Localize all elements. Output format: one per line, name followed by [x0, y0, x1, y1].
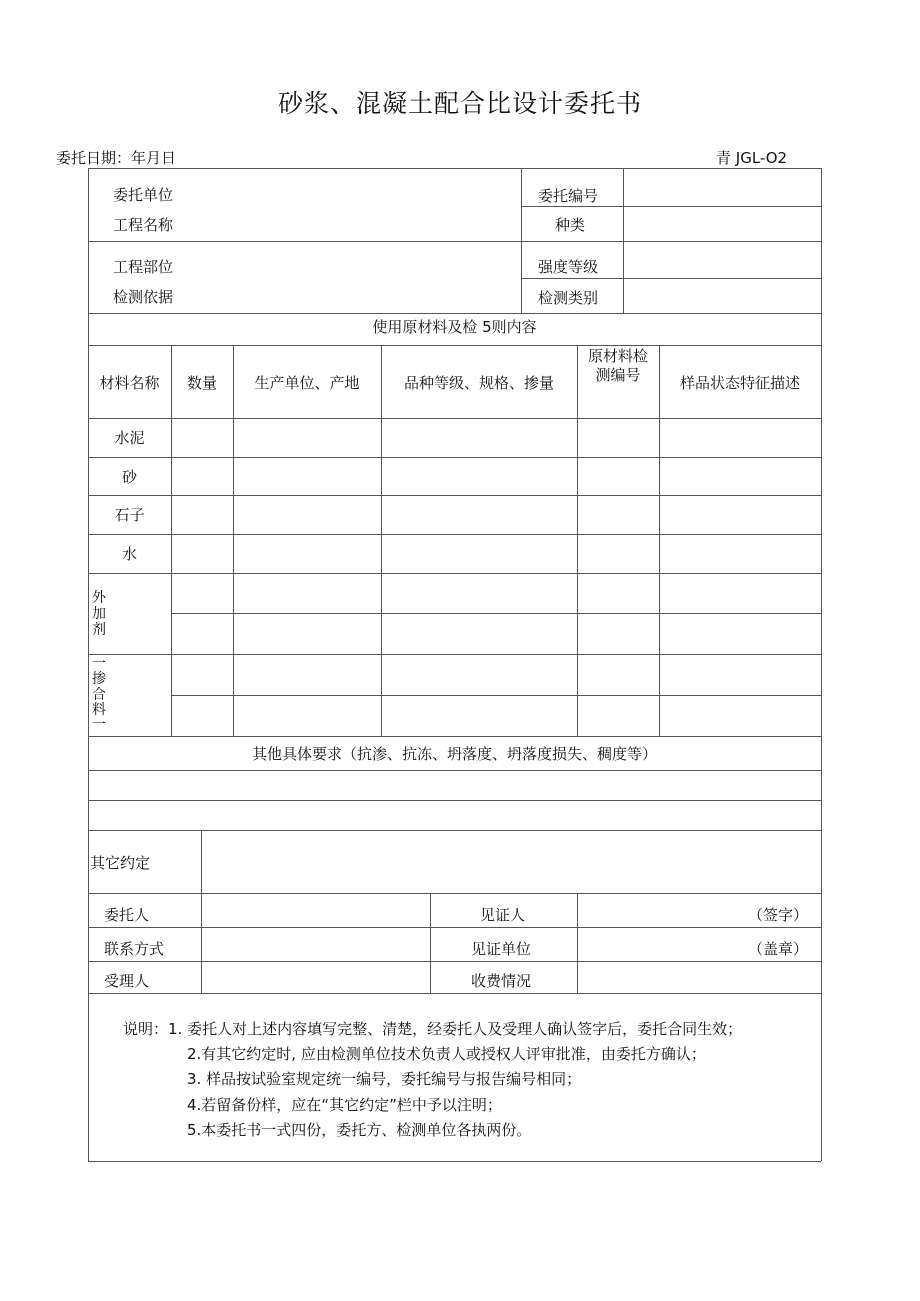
admixture-char: 加 — [92, 606, 106, 622]
project-part-label: 工程部位 — [113, 258, 174, 276]
addition-char: 一 — [92, 656, 106, 672]
receiver-label: 受理人 — [104, 972, 150, 990]
row-line — [88, 418, 821, 419]
addition-char: 料 — [92, 702, 106, 718]
header-test-no-line2: 测编号 — [595, 366, 641, 384]
test-type-label: 检测类别 — [538, 289, 599, 307]
row-line — [88, 345, 821, 346]
col-line — [381, 345, 382, 736]
project-name-label: 工程名称 — [113, 216, 174, 234]
row-line — [88, 1161, 821, 1162]
outer-right-border — [821, 168, 822, 1161]
row-line — [88, 573, 821, 574]
client-unit-label: 委托单位 — [113, 186, 174, 204]
header-quantity: 数量 — [186, 374, 217, 392]
note-line: 3. 样品按试验室规定统一编号，委托编号与报告编号相同； — [187, 1070, 582, 1088]
page-title: 砂浆、混凝土配合比设计委托书 — [277, 89, 642, 118]
col-line — [659, 345, 660, 736]
signature-hint: （签字） — [748, 906, 809, 924]
col-line — [521, 168, 522, 313]
contact-label: 联系方式 — [104, 940, 165, 958]
outer-left-border — [88, 168, 89, 1161]
col-line — [201, 830, 202, 993]
row-line — [88, 770, 821, 771]
header-grade: 品种等级、规格、掺量 — [403, 374, 554, 392]
commission-date: 委托日期：年月日 — [56, 149, 177, 167]
row-line — [88, 961, 821, 962]
material-stone: 石子 — [114, 506, 145, 524]
col-line — [623, 168, 624, 313]
material-water: 水 — [121, 545, 137, 563]
col-line — [233, 345, 234, 736]
row-line — [521, 206, 821, 207]
addition-char: 合 — [92, 687, 106, 703]
material-cement: 水泥 — [114, 429, 145, 447]
admixture-char: 剂 — [92, 622, 106, 638]
witness-unit-label: 见证单位 — [471, 940, 532, 958]
header-test-no-line1: 原材料检 — [587, 347, 648, 365]
row-line — [521, 278, 821, 279]
row-line — [88, 168, 821, 169]
row-line — [171, 695, 821, 696]
fee-label: 收费情况 — [471, 972, 532, 990]
material-sand: 砂 — [121, 468, 137, 486]
header-producer: 生产单位、产地 — [254, 374, 360, 392]
addition-char: 一 — [92, 717, 106, 733]
witness-label: 见证人 — [480, 906, 526, 924]
row-line — [88, 495, 821, 496]
col-line — [430, 893, 431, 993]
row-line — [88, 241, 821, 242]
addition-char: 掺 — [92, 671, 106, 687]
note-line: 5.本委托书一式四份，委托方、检测单位各执两份。 — [187, 1121, 532, 1139]
row-line — [88, 534, 821, 535]
seal-hint: （盖章） — [748, 940, 809, 958]
note-line: 说明：1. 委托人对上述内容填写完整、清楚，经委托人及受理人确认签字后，委托合同生效； — [123, 1020, 743, 1038]
materials-section-title: 使用原材料及检 5则内容 — [372, 318, 537, 336]
row-line — [88, 830, 821, 831]
client-no-label: 委托编号 — [538, 187, 599, 205]
row-line — [88, 800, 821, 801]
row-line — [171, 613, 821, 614]
note-line: 4.若留备份样，应在“其它约定”栏中予以注明； — [187, 1096, 502, 1114]
note-line: 2.有其它约定时, 应由检测单位技术负责人或授权人评审批准，由委托方确认； — [187, 1045, 706, 1063]
row-line — [88, 654, 821, 655]
row-line — [88, 927, 821, 928]
test-basis-label: 检测依据 — [113, 288, 174, 306]
header-description: 样品状态特征描述 — [679, 374, 800, 392]
other-requirements-title: 其他具体要求（抗渗、抗冻、坍落度、坍落度损失、稠度等） — [251, 745, 657, 763]
row-line — [88, 457, 821, 458]
other-agreement-label: 其它约定 — [90, 854, 151, 872]
col-line — [577, 893, 578, 993]
client-person-label: 委托人 — [104, 906, 150, 924]
row-line — [88, 893, 821, 894]
col-line — [171, 345, 172, 736]
col-line — [577, 345, 578, 736]
document-code: 青 JGL-O2 — [716, 149, 788, 167]
row-line — [88, 993, 821, 994]
row-line — [88, 736, 821, 737]
category-label: 种类 — [555, 216, 586, 234]
row-line — [88, 313, 821, 314]
header-material-name: 材料名称 — [99, 374, 160, 392]
strength-grade-label: 强度等级 — [538, 258, 599, 276]
admixture-char: 外 — [92, 590, 106, 606]
